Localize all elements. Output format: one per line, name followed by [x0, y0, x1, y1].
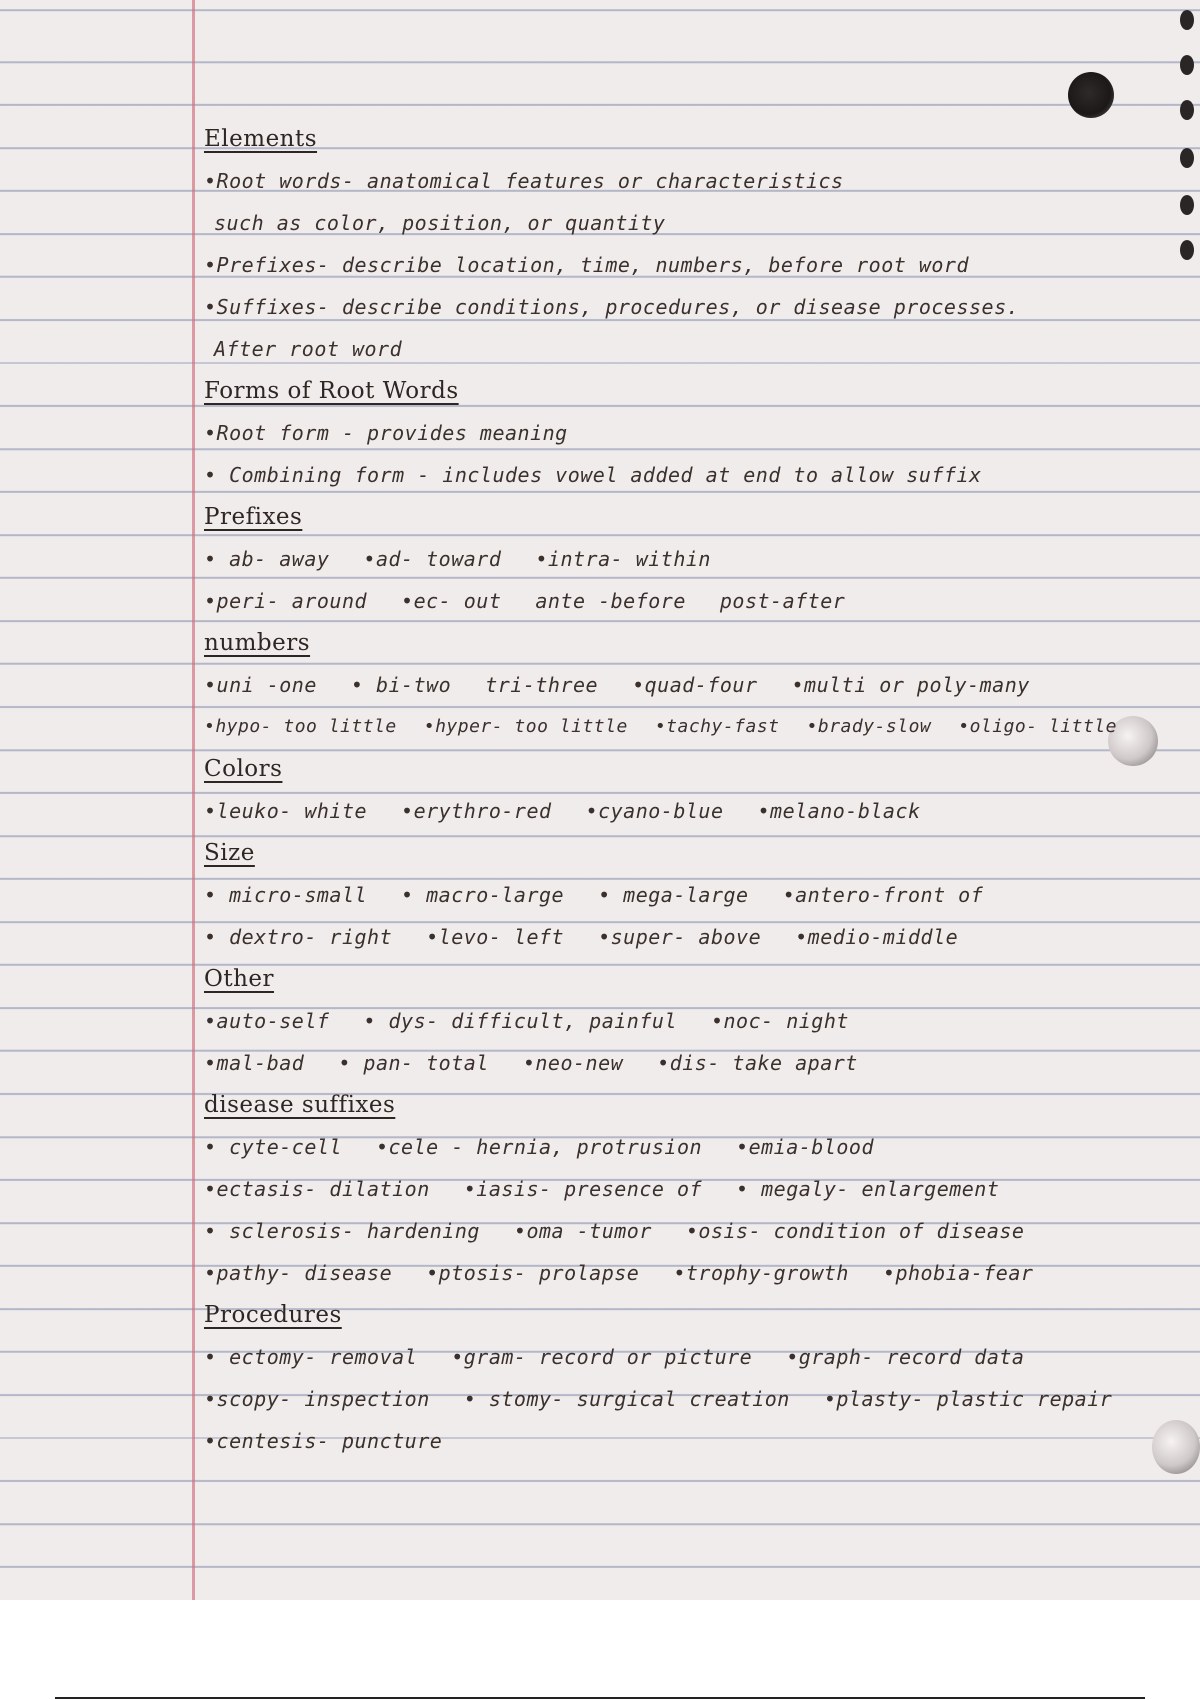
note-line [204, 1168, 1184, 1210]
note-term: •ec- out [401, 589, 502, 613]
note-term: • dys- difficult, painful [363, 1009, 677, 1033]
note-term: • megaly- enlargement [736, 1177, 1000, 1201]
note-term: •hypo- too little [204, 716, 397, 737]
note-line [204, 790, 1184, 832]
section-heading-row [204, 370, 1184, 412]
note-term: •levo- left [426, 925, 565, 949]
note-term: • Combining form - includes vowel added at end to allow suffix [204, 463, 982, 487]
note-term: •tachy-fast [654, 716, 780, 737]
note-line [204, 1000, 1184, 1042]
note-term: •brady-slow [806, 716, 932, 737]
note-line [204, 286, 1184, 328]
note-term: • ab- away [204, 547, 330, 571]
note-term: •ad- toward [363, 547, 502, 571]
note-term: •pathy- disease [204, 1261, 393, 1285]
handwritten-notes [204, 118, 1184, 1462]
note-term: •mal-bad [204, 1051, 305, 1075]
note-line [204, 1420, 1184, 1462]
note-line [204, 580, 1184, 622]
section-heading: Prefixes [204, 504, 303, 530]
note-term: • sclerosis- hardening [204, 1219, 480, 1243]
note-line [204, 1210, 1184, 1252]
note-term: post-after [719, 589, 846, 613]
note-line [204, 706, 1184, 748]
note-line [204, 328, 1184, 370]
note-term: •cele - hernia, protrusion [375, 1135, 703, 1159]
note-term: •neo-new [522, 1051, 624, 1075]
note-term: •Suffixes- describe conditions, procedures, or disease processes. [204, 295, 1020, 319]
note-term: •peri- around [204, 589, 368, 613]
section-heading: Forms of Root Words [204, 378, 459, 404]
section-heading: Other [204, 966, 275, 992]
note-term: •antero-front of [782, 883, 984, 907]
note-line [204, 160, 1184, 202]
note-term: •scopy- inspection [204, 1387, 430, 1411]
note-term: •hyper- too little [423, 716, 628, 737]
note-line [204, 874, 1184, 916]
note-line [204, 1042, 1184, 1084]
section-heading-row [204, 622, 1184, 664]
note-line [204, 916, 1184, 958]
note-term: • dextro- right [204, 925, 393, 949]
note-term: •Prefixes- describe location, time, numbers, before root word [204, 253, 970, 277]
punch-hole-icon [1068, 72, 1114, 118]
note-term: •plasty- plastic repair [823, 1387, 1113, 1411]
section-heading: disease suffixes [204, 1092, 396, 1118]
note-term: •intra- within [535, 547, 711, 571]
note-term: •erythro-red [401, 799, 552, 823]
binding-ring-icon [1180, 10, 1194, 30]
section-heading-row [204, 1294, 1184, 1336]
note-line [204, 538, 1184, 580]
note-term: •Root words- anatomical features or characteristics [204, 169, 844, 193]
section-heading-row [204, 958, 1184, 1000]
note-line [204, 664, 1184, 706]
note-term: •melano-black [757, 799, 921, 823]
note-term: • ectomy- removal [204, 1345, 418, 1369]
binding-ring-icon [1180, 100, 1194, 120]
note-term: •quad-four [632, 673, 758, 697]
note-line [204, 1252, 1184, 1294]
note-term: •medio-middle [795, 925, 959, 949]
section-heading-row [204, 748, 1184, 790]
note-term: After root word [214, 337, 403, 361]
section-heading-row [204, 1084, 1184, 1126]
note-line [204, 1126, 1184, 1168]
section-heading-row [204, 832, 1184, 874]
section-heading: Procedures [204, 1302, 342, 1328]
note-term: •multi or poly-many [791, 673, 1030, 697]
note-term: •osis- condition of disease [685, 1219, 1025, 1243]
note-term: •emia-blood [736, 1135, 874, 1159]
note-term: •trophy-growth [673, 1261, 849, 1285]
section-heading-row [204, 118, 1184, 160]
note-term: • bi-two [350, 673, 452, 697]
section-heading: Elements [204, 126, 318, 152]
note-term: •dis- take apart [657, 1051, 858, 1075]
note-term: • cyte-cell [204, 1135, 342, 1159]
section-heading: Size [204, 840, 255, 866]
binding-ring-icon [1180, 55, 1194, 75]
note-term: •oma -tumor [513, 1219, 652, 1243]
note-term: •auto-self [204, 1009, 330, 1033]
note-line [204, 1378, 1184, 1420]
note-term: such as color, position, or quantity [214, 211, 666, 235]
note-line [204, 454, 1184, 496]
note-term: • mega-large [598, 883, 749, 907]
note-term: • macro-large [401, 883, 565, 907]
note-term: •iasis- presence of [463, 1177, 703, 1201]
section-heading: Colors [204, 756, 283, 782]
bottom-rule [55, 1697, 1145, 1699]
note-line [204, 202, 1184, 244]
note-term: •phobia-fear [882, 1261, 1034, 1285]
note-term: •uni -one [204, 673, 317, 697]
note-term: ante -before [535, 589, 686, 613]
note-term: •gram- record or picture [451, 1345, 753, 1369]
note-term: •noc- night [710, 1009, 849, 1033]
section-heading: numbers [204, 630, 311, 656]
note-term: tri-three [485, 673, 599, 697]
note-term: • micro-small [204, 883, 368, 907]
note-term: • pan- total [338, 1051, 489, 1075]
note-term: •centesis- puncture [204, 1429, 443, 1453]
note-line [204, 412, 1184, 454]
note-term: •ptosis- prolapse [426, 1261, 640, 1285]
note-term: •super- above [598, 925, 762, 949]
note-term: •Root form - provides meaning [204, 421, 568, 445]
note-term: •oligo- little [958, 716, 1117, 737]
section-heading-row [204, 496, 1184, 538]
note-term: • stomy- surgical creation [463, 1387, 790, 1411]
note-line [204, 244, 1184, 286]
note-line [204, 1336, 1184, 1378]
note-term: •ectasis- dilation [204, 1177, 430, 1201]
note-term: •graph- record data [786, 1345, 1025, 1369]
note-term: •leuko- white [204, 799, 368, 823]
note-term: •cyano-blue [585, 799, 724, 823]
red-margin-line [192, 0, 195, 1600]
